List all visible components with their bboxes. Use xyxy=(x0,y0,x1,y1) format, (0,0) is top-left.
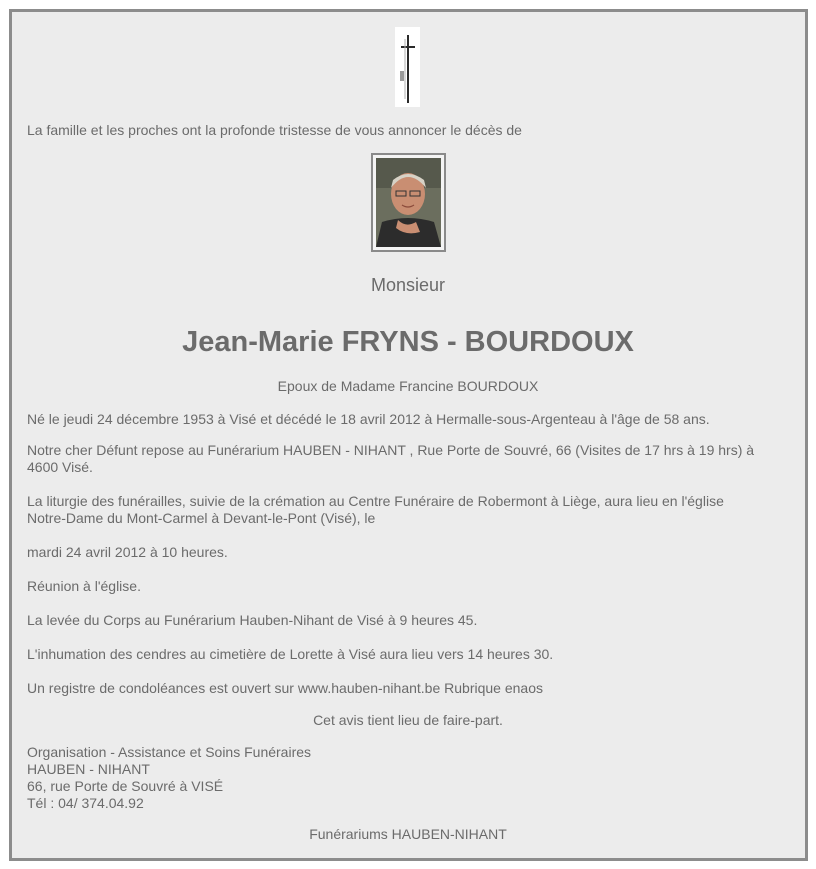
organisation-phone: Tél : 04/ 374.04.92 xyxy=(27,795,144,811)
inhumation-text: L'inhumation des cendres au cimetière de Lorette à Visé aura lieu vers 14 heures 30. xyxy=(27,646,554,662)
levee-text: La levée du Corps au Funérarium Hauben-Nihant de Visé à 9 heures 45. xyxy=(27,612,478,628)
intro-text: La famille et les proches ont la profonde tristesse de vous annoncer le décès de xyxy=(27,122,522,138)
organisation-address: 66, rue Porte de Souvré à VISÉ xyxy=(27,778,224,794)
organisation-line1: Organisation - Assistance et Soins Funéraires xyxy=(27,744,312,760)
repose-text-line2: 4600 Visé. xyxy=(27,459,93,475)
liturgy-text-line2: Notre-Dame du Mont-Carmel à Devant-le-Pont (Visé), le xyxy=(27,510,376,526)
deceased-name: Jean-Marie FRYNS - BOURDOUX xyxy=(182,326,634,358)
footer-text: Funérariums HAUBEN-NIHANT xyxy=(309,826,507,842)
date-time-text: mardi 24 avril 2012 à 10 heures. xyxy=(27,544,228,560)
notice-text: Cet avis tient lieu de faire-part. xyxy=(313,712,503,728)
cross-icon xyxy=(395,27,420,107)
condolences-text: Un registre de condoléances est ouvert sur www.hauben-nihant.be Rubrique enaos xyxy=(27,680,543,696)
meeting-text: Réunion à l'église. xyxy=(27,578,141,594)
civility: Monsieur xyxy=(370,275,446,295)
birth-death-text: Né le jeudi 24 décembre 1953 à Visé et décédé le 18 avril 2012 à Hermalle-sous-Argenteau à l'âge de 58 ans. xyxy=(27,411,710,427)
spouse-text: Epoux de Madame Francine BOURDOUX xyxy=(277,378,539,394)
organisation-line2: HAUBEN - NIHANT xyxy=(27,761,150,777)
portrait-frame xyxy=(371,153,446,252)
portrait-photo xyxy=(376,158,441,247)
repose-text-line1: Notre cher Défunt repose au Funérarium HAUBEN - NIHANT , Rue Porte de Souvré, 66 (Visites de 17 hrs à 19 hrs) à xyxy=(27,442,755,458)
liturgy-text-line1: La liturgie des funérailles, suivie de la crémation au Centre Funéraire de Robermont à Liège, aura lieu en l'église xyxy=(27,493,724,509)
